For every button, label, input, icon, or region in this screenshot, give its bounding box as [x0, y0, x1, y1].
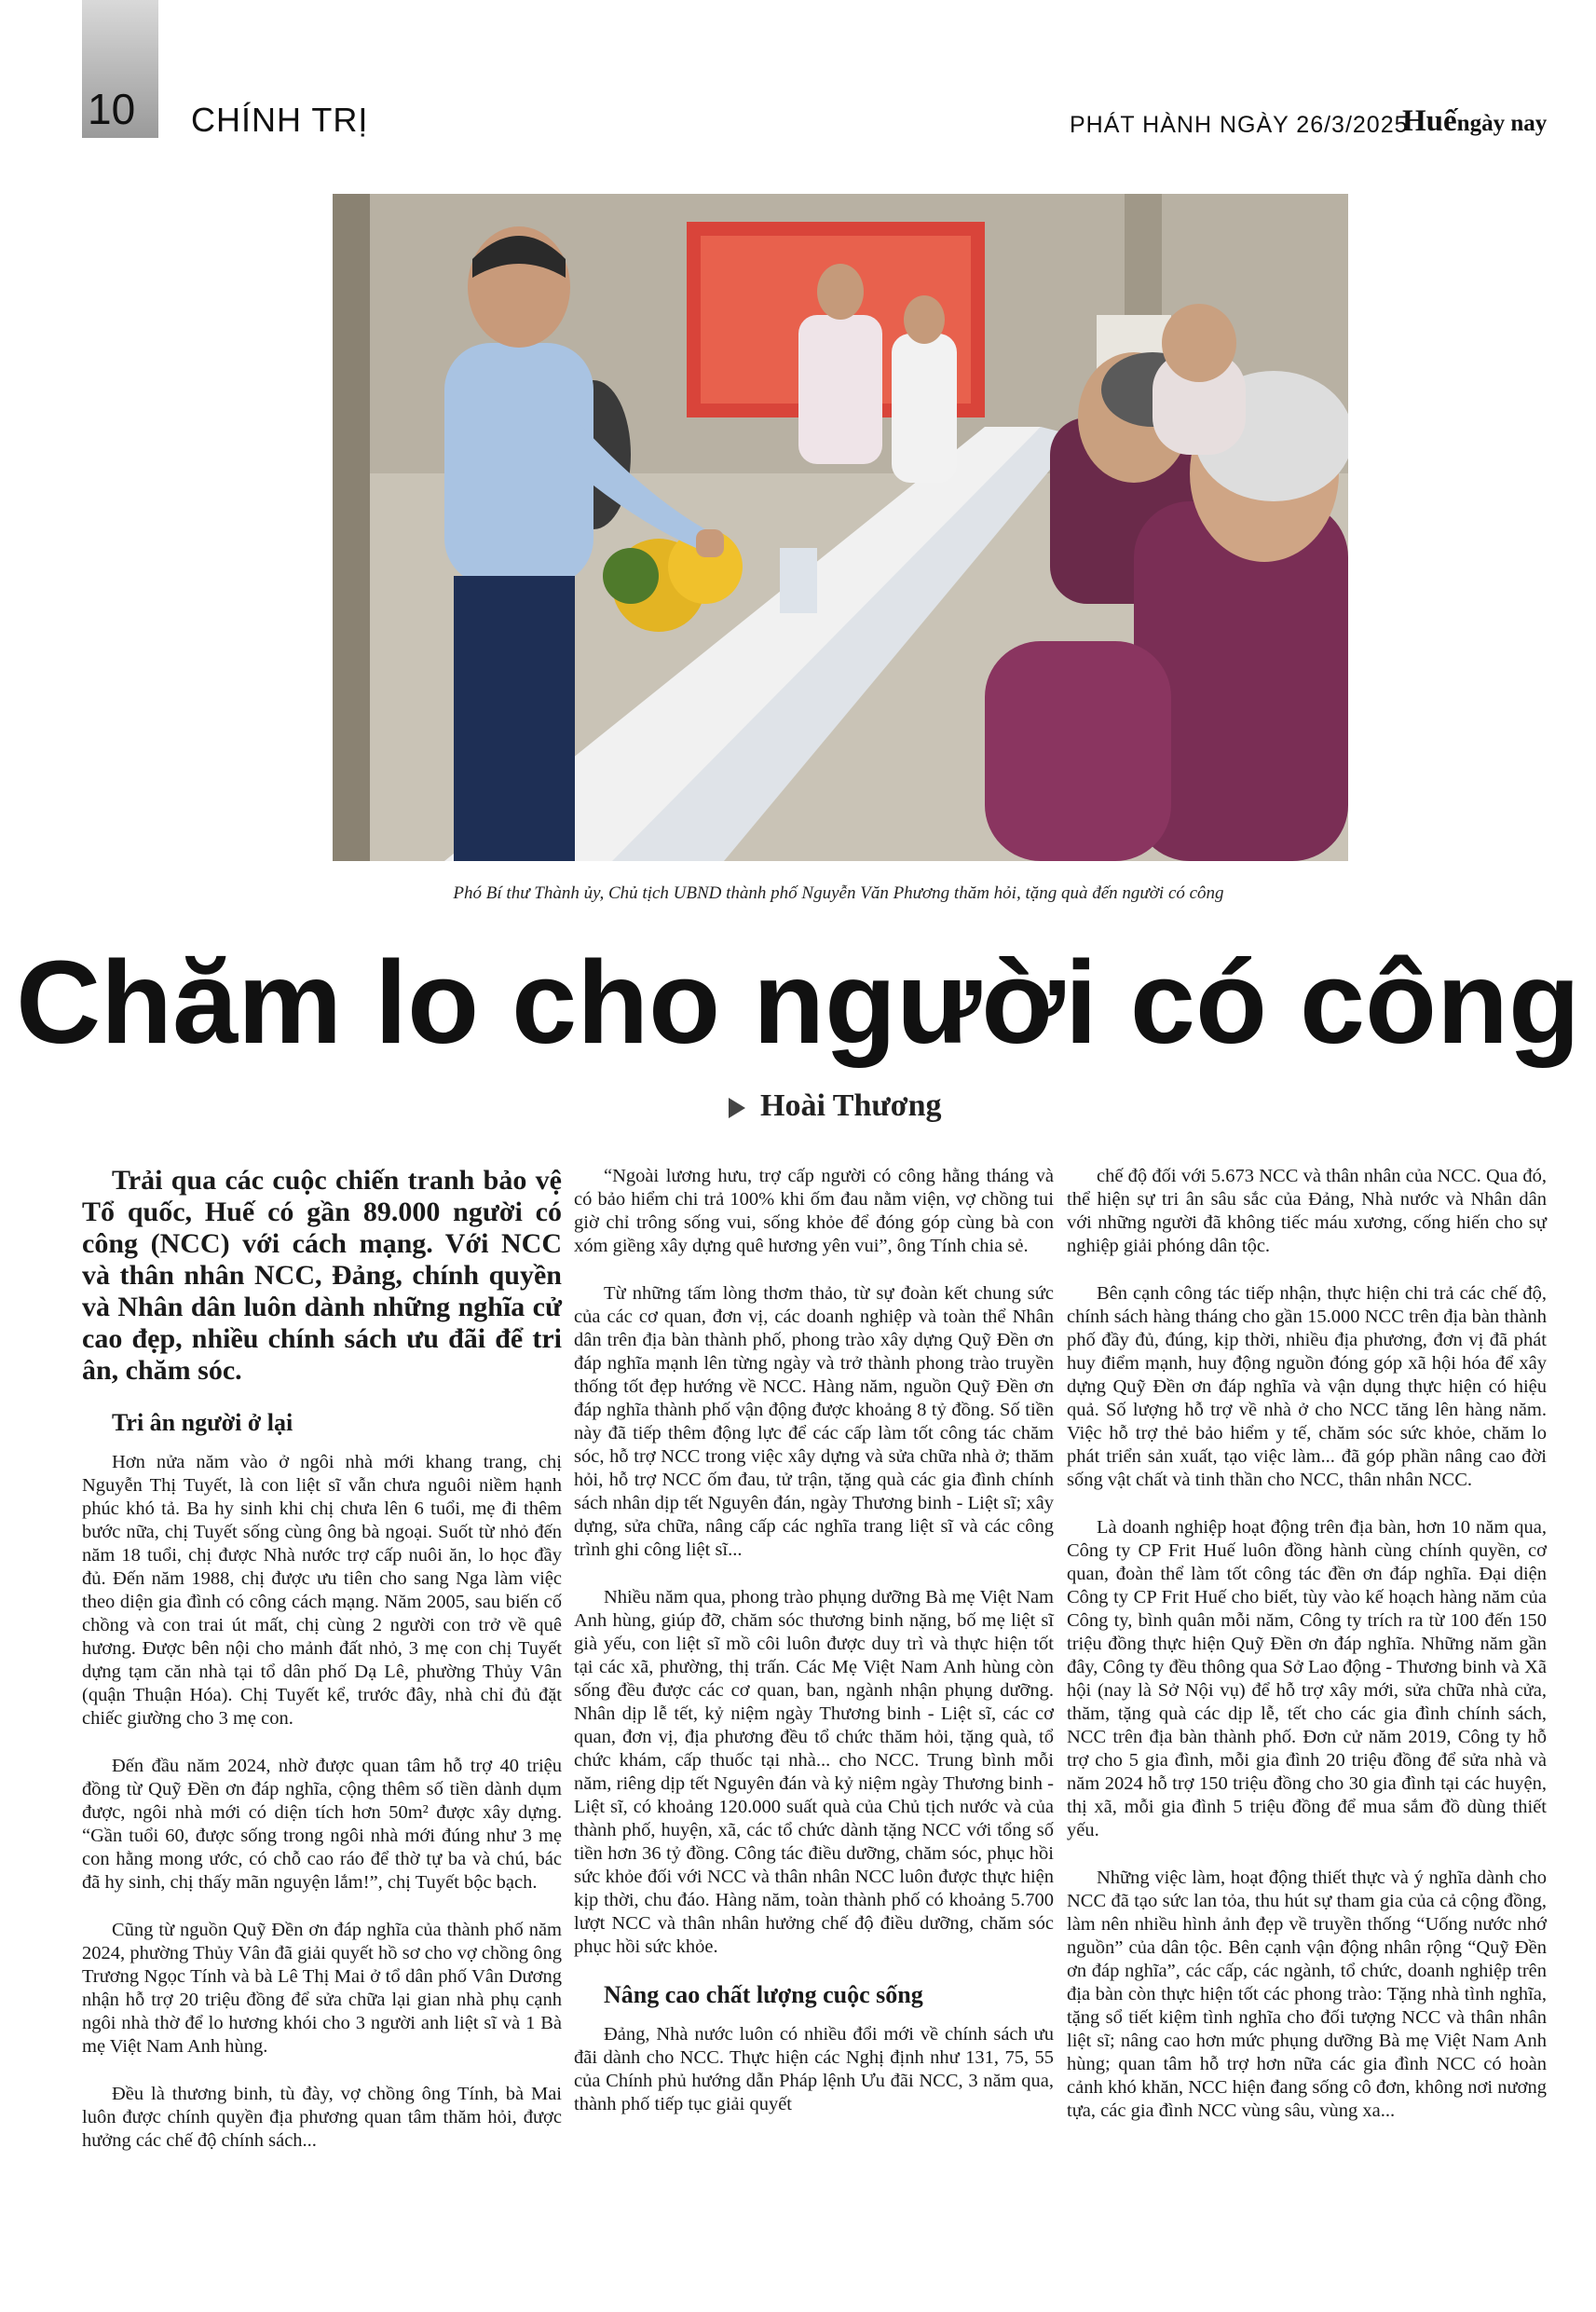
page-number: 10 — [88, 85, 136, 133]
article-photo — [333, 194, 1348, 861]
paragraph: chế độ đối với 5.673 NCC và thân nhân của NCC. Qua đó, thể hiện sự tri ân sâu sắc của Đảng, Nhà nước và Nhân dân với những người đã không tiếc máu xương, cống hiến cho sự nghiệp giải phóng dân tộc. — [1067, 1166, 1547, 1256]
paragraph: Những việc làm, hoạt động thiết thực và ý nghĩa dành cho NCC đã tạo sức lan tỏa, thu hút sự tham gia của cả cộng đồng, làm nên nhiều hình ảnh đẹp về truyền thống “Uống nước nhớ nguồn” của dân tộc. Bên cạnh vận động nhân rộng “Quỹ Đền ơn đáp nghĩa”, các cấp, các ngành, tổ chức, doanh nghiệp trên địa bàn còn thực hiện tốt các phong trào: Tặng nhà tình nghĩa, tặng sổ tiết kiệm tình nghĩa cho đối tượng NCC và thân nhân liệt sĩ; nâng cao hơn mức phụng dưỡng Bà mẹ Việt Nam Anh hùng; quan tâm hỗ trợ hơn nữa các gia đình NCC có hoàn cảnh khó khăn, NCC hiện đang sống cô đơn, không nơi nương tựa, các gia đình NCC vùng sâu, vùng xa... — [1067, 1867, 1547, 2121]
masthead-main: Huế — [1402, 104, 1457, 138]
subheading-1: Tri ân người ở lại — [112, 1409, 293, 1436]
paragraph: “Ngoài lương hưu, trợ cấp người có công hằng tháng và có bảo hiểm chi trả 100% khi ốm đau nằm viện, vợ chồng tui giờ chỉ trông sống vui, sống khỏe để đóng góp cùng bà con xóm giềng xây dựng quê hương yên vui”, ông Tính chia sẻ. — [574, 1166, 1054, 1256]
issue-date: PHÁT HÀNH NGÀY 26/3/2025 — [1070, 112, 1409, 138]
article-column-1 — [82, 1165, 562, 2177]
photo-illustration — [333, 194, 1348, 861]
byline-arrow-icon — [729, 1098, 745, 1118]
paragraph: Bên cạnh công tác tiếp nhận, thực hiện chi trả các chế độ, chính sách hàng tháng cho gần 15.000 NCC trên địa bàn thành phố đầy đủ, đúng, kịp thời, nhiều địa phương, đơn vị đã phát huy điểm mạnh, huy động nguồn đóng góp xã hội hóa để xây dựng Quỹ Đền ơn đáp nghĩa và vận dụng thực hiện có hiệu quả. Số lượng hỗ trợ về nhà ở cho NCC tăng lên hàng năm. Việc hỗ trợ thẻ bảo hiểm y tế, chăm sóc sức khỏe, chăm lo phát triển sản xuất, tạo việc làm... đã góp phần nâng cao đời sống vật chất và tinh thần cho NCC, thân nhân NCC. — [1067, 1283, 1547, 1490]
subheading-2: Nâng cao chất lượng cuộc sống — [604, 1981, 923, 2008]
masthead-small: ngày nay — [1456, 111, 1548, 136]
paragraph: Cũng từ nguồn Quỹ Đền ơn đáp nghĩa của thành phố năm 2024, phường Thủy Vân đã giải quyết hồ sơ cho vợ chồng ông Trương Ngọc Tính và bà Lê Thị Mai ở tổ dân phố Vân Dương nhận hỗ trợ 20 triệu đồng để sửa chữa lại gian nhà phụ cạnh ngôi nhà thờ để lo hương khói cho 3 người anh liệt sĩ và 1 Bà mẹ Việt Nam Anh hùng. — [82, 1920, 562, 2057]
photo-caption: Phó Bí thư Thành ủy, Chủ tịch UBND thành phố Nguyễn Văn Phương thăm hỏi, tặng quà đến người có công — [453, 883, 1224, 903]
article-column-2 — [574, 1165, 1054, 2141]
article-lead: Trải qua các cuộc chiến tranh bảo vệ Tổ quốc, Huế có gần 89.000 người có công (NCC) với cách mạng. Với NCC và thân nhân NCC, Đảng, chính quyền và Nhân dân luôn dành những nghĩa cử cao đẹp, nhiều chính sách ưu đãi để tri ân, chăm sóc. — [82, 1165, 562, 1386]
paragraph: Đến đầu năm 2024, nhờ được quan tâm hỗ trợ 40 triệu đồng từ Quỹ Đền ơn đáp nghĩa, cộng thêm số tiền dành dụm được, ngôi nhà mới có diện tích hơn 50m² được xây dựng. “Gần tuổi 60, được sống trong ngôi nhà mới đúng như 3 mẹ con hằng mong ước, có chỗ cao ráo để thờ tự ba và chú, bác đã hy sinh, chị thấy mãn nguyện lắm!”, chị Tuyết bộc bạch. — [82, 1756, 562, 1893]
paragraph: Là doanh nghiệp hoạt động trên địa bàn, hơn 10 năm qua, Công ty CP Frit Huế luôn đồng hành cùng chính quyền, cơ quan, đoàn thể làm tốt công tác đền ơn đáp nghĩa. Đại diện Công ty CP Frit Huế cho biết, tùy vào kế hoạch hàng năm của Công ty, bình quân mỗi năm, Công ty trích ra từ 100 đến 150 triệu đồng thực hiện Quỹ Đền ơn đáp nghĩa. Những năm gần đây, Công ty đều thông qua Sở Lao động - Thương binh và Xã hội (nay là Sở Nội vụ) để hỗ trợ xây mới, sửa chữa nhà cửa, thăm, tặng quà các dịp lễ, tết cho các gia đình chính sách, NCC trên địa bàn thành phố. Đơn cử năm 2019, Công ty hỗ trợ cho 5 gia đình, mỗi gia đình 20 triệu đồng để sửa nhà và năm 2024 hỗ trợ 150 triệu đồng cho 30 gia đình tại các huyện, thị xã, mỗi gia đình 5 triệu đồng để mua sắm đồ dùng thiết yếu. — [1067, 1517, 1547, 1840]
byline — [729, 1088, 942, 1124]
page-header — [0, 0, 1596, 149]
paragraph: Hơn nửa năm vào ở ngôi nhà mới khang trang, chị Nguyễn Thị Tuyết, là con liệt sĩ vẫn chưa nguôi niềm hạnh phúc khó tả. Ba hy sinh khi chị chưa lên 6 tuổi, mẹ đi thêm bước nữa, chị Tuyết sống cùng ông bà ngoại. Suốt từ nhỏ đến năm 18 tuổi, chị được Nhà nước trợ cấp nuôi ăn, lo học đầy đủ. Đến năm 1988, chị được ưu tiên cho sang Nga làm việc theo diện gia đình có công cách mạng. Năm 2005, sau biến cố chồng và con trai út mất, chị cùng 2 người con trở về quê hương. Được bên nội cho mảnh đất nhỏ, 3 mẹ con chị Tuyết dựng tạm căn nhà tại tổ dân phố Dạ Lê, phường Thủy Vân (quận Thuận Hóa). Chị Tuyết kể, trước đây, nhà chỉ đủ đặt chiếc giường cho 3 mẹ con. — [82, 1452, 562, 1729]
paragraph: Nhiều năm qua, phong trào phụng dưỡng Bà mẹ Việt Nam Anh hùng, giúp đỡ, chăm sóc thương binh nặng, bố mẹ liệt sĩ già yếu, con liệt sĩ mồ côi luôn được duy trì và thực hiện tốt tại các xã, phường, thị trấn. Các Mẹ Việt Nam Anh hùng còn sống đều được các cơ quan, ban, ngành nhận phụng dưỡng. Nhân dịp lễ tết, kỷ niệm ngày Thương binh - Liệt sĩ, các cơ quan, đơn vị, địa phương đều tổ chức thăm hỏi, tặng quà, tổ chức khám, cấp thuốc tại nhà... cho NCC. Trung bình mỗi năm, riêng dịp tết Nguyên đán và kỷ niệm ngày Thương binh - Liệt sĩ, có khoảng 120.000 suất quà của Chủ tịch nước và của thành phố, huyện, xã, các tổ chức dành tặng NCC với tổng số tiền hơn 36 tỷ đồng. Công tác điều dưỡng, chăm sóc, phục hồi sức khỏe đối với NCC và thân nhân NCC luôn được thực hiện kịp thời, chu đáo. Hàng năm, toàn thành phố có khoảng 5.700 lượt NCC và thân nhân hưởng chế độ điều dưỡng, chăm sóc phục hồi sức khỏe. — [574, 1587, 1054, 1957]
section-label: CHÍNH TRỊ — [191, 101, 369, 139]
article-column-3 — [1067, 1165, 1547, 2147]
paragraph: Từ những tấm lòng thơm thảo, từ sự đoàn kết chung sức của các cơ quan, đơn vị, các doanh nghiệp và toàn thể Nhân dân trên địa bàn thành phố, phong trào xây dựng Quỹ Đền ơn đáp nghĩa mạnh lên từng ngày và trở thành phong trào truyền thống tốt đẹp hướng về NCC. Hàng năm, nguồn Quỹ Đền ơn đáp nghĩa thành phố vận động được khoảng 8 tỷ đồng. Số tiền này đã tiếp thêm động lực để các cấp làm tốt công tác chăm sóc, hỗ trợ NCC trong việc xây dựng và sửa chữa nhà ở; thăm hỏi, hỗ trợ NCC ốm đau, tử trận, tặng quà các gia đình chính sách nhân dịp tết Nguyên đán, ngày Thương binh - Liệt sĩ; xây dựng, sửa chữa, nâng cấp các nghĩa trang liệt sĩ và các công trình ghi công liệt sĩ... — [574, 1283, 1054, 1560]
masthead-logo — [1402, 104, 1547, 139]
article-headline: Chăm lo cho người có công — [16, 937, 1580, 1068]
paragraph: Đều là thương binh, tù đày, vợ chồng ông Tính, bà Mai luôn được chính quyền địa phương quan tâm thăm hỏi, được hưởng các chế độ chính sách... — [82, 2084, 562, 2151]
paragraph: Đảng, Nhà nước luôn có nhiều đổi mới về chính sách ưu đãi dành cho NCC. Thực hiện các Nghị định như 131, 75, 55 của Chính phủ hướng dẫn Pháp lệnh Ưu đãi NCC, 3 năm qua, thành phố tiếp tục giải quyết — [574, 2024, 1054, 2114]
author-name: Hoài Thương — [760, 1088, 942, 1123]
